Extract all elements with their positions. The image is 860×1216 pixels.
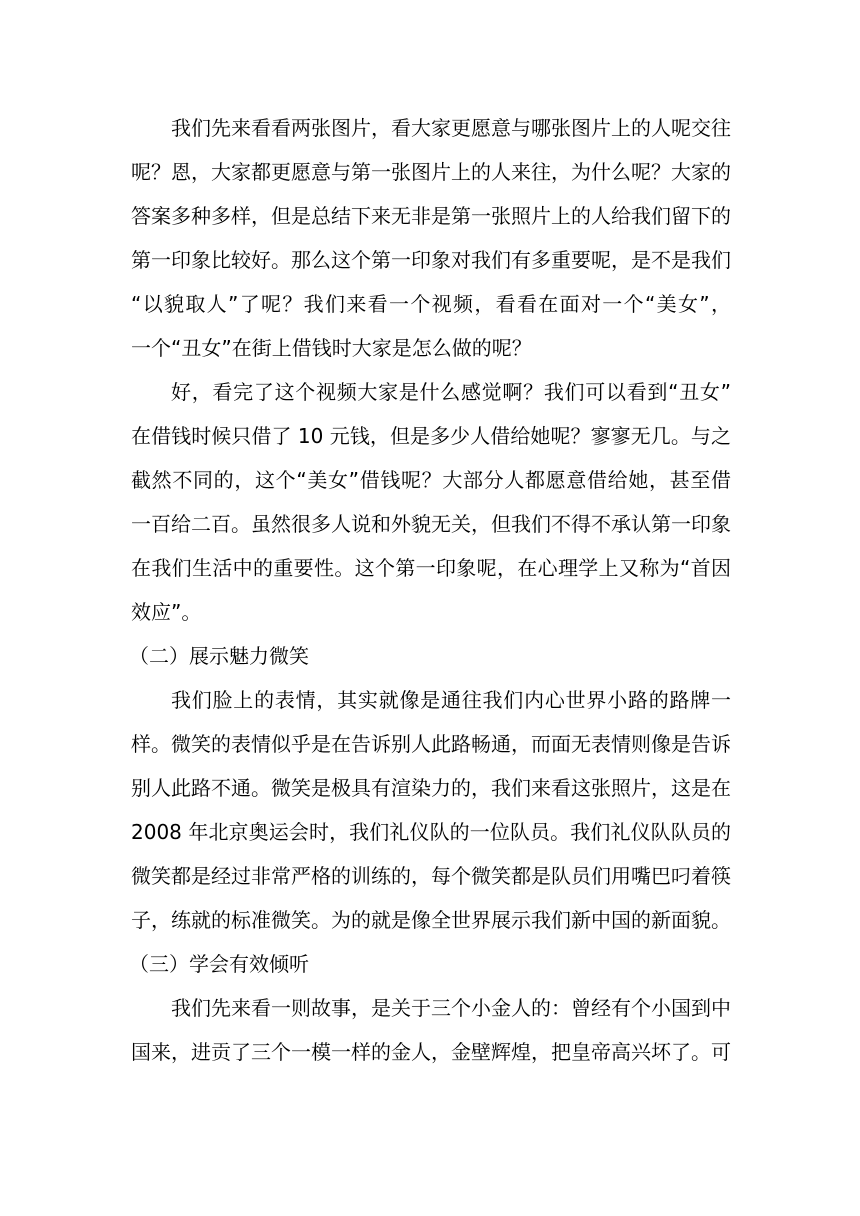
paragraph-smile — [131, 678, 731, 942]
text-line: 子，练就的标准微笑。为的就是像全世界展示我们新中国的新面貌。 — [131, 908, 731, 932]
text-line: 别人此路不通。微笑是极具有渲染力的，我们来看这张照片，这是在 — [131, 776, 731, 800]
text-line: 好，看完了这个视频大家是什么感觉啊？我们可以看到“丑女” — [171, 380, 731, 404]
text-line: 微笑都是经过非常严格的训练的，每个微笑都是队员们用嘴巴叼着筷 — [131, 864, 731, 888]
section-heading-listening — [131, 942, 731, 986]
section-heading: （二）展示魅力微笑 — [129, 644, 309, 668]
text-line: 呢？恩，大家都更愿意与第一张图片上的人来往，为什么呢？大家的 — [131, 160, 731, 184]
text-line: 国来，进贡了三个一模一样的金人，金壁辉煌，把皇帝高兴坏了。可 — [131, 1040, 731, 1064]
text-line: 在借钱时候只借了 10 元钱，但是多少人借给她呢？寥寥无几。与之 — [131, 424, 731, 448]
document-body — [131, 106, 731, 1074]
text-line: 我们先来看看两张图片，看大家更愿意与哪张图片上的人呢交往 — [171, 116, 731, 140]
paragraph-golden-figures-story — [131, 986, 731, 1074]
paragraph-first-impression-intro — [131, 106, 731, 370]
text-line: 在我们生活中的重要性。这个第一印象呢，在心理学上又称为“首因 — [131, 556, 731, 580]
text-line: “以貌取人”了呢？我们来看一个视频，看看在面对一个“美女”， — [131, 292, 731, 316]
section-heading: （三）学会有效倾听 — [129, 952, 309, 976]
text-line: 效应”。 — [131, 600, 202, 624]
text-line: 答案多种多样，但是总结下来无非是第一张照片上的人给我们留下的 — [131, 204, 731, 228]
text-line: 我们先来看一则故事，是关于三个小金人的：曾经有个小国到中 — [171, 996, 731, 1020]
text-line: 样。微笑的表情似乎是在告诉别人此路畅通，而面无表情则像是告诉 — [131, 732, 731, 756]
text-line: 2008 年北京奥运会时，我们礼仪队的一位队员。我们礼仪队队员的 — [131, 820, 731, 844]
text-line: 第一印象比较好。那么这个第一印象对我们有多重要呢，是不是我们 — [131, 248, 731, 272]
section-heading-smile — [131, 634, 731, 678]
text-line: 截然不同的，这个“美女”借钱呢？大部分人都愿意借给她，甚至借 — [131, 468, 731, 492]
text-line: 我们脸上的表情，其实就像是通往我们内心世界小路的路牌一 — [171, 688, 731, 712]
text-line: 一百给二百。虽然很多人说和外貌无关，但我们不得不承认第一印象 — [131, 512, 731, 536]
paragraph-video-discussion — [131, 370, 731, 634]
text-line: 一个“丑女”在街上借钱时大家是怎么做的呢？ — [131, 336, 532, 360]
